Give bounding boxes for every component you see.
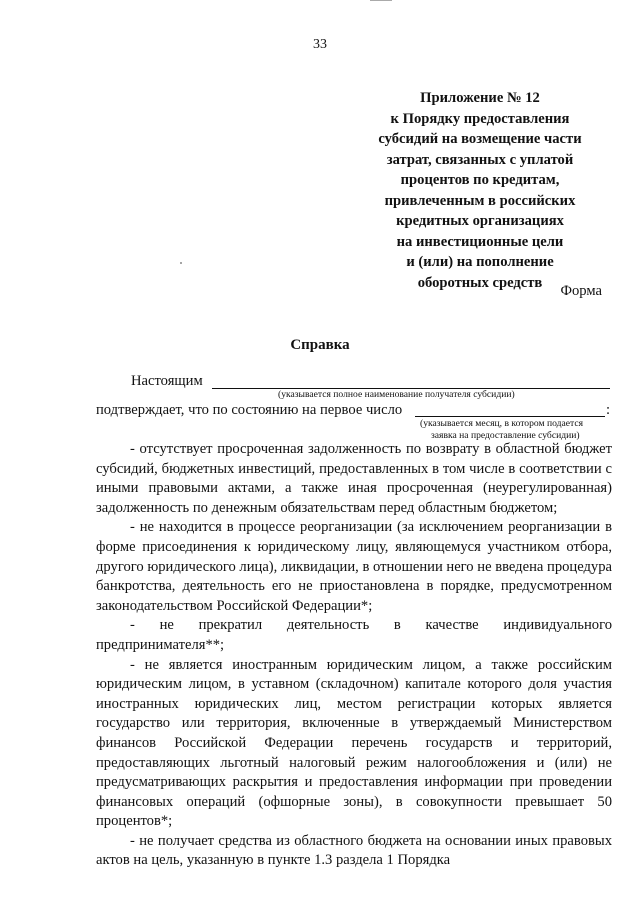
appendix-line: привлеченным в российских xyxy=(384,192,576,209)
appendix-line: на инвестиционные цели xyxy=(396,233,564,250)
appendix-line: кредитных организациях xyxy=(396,213,564,229)
recipient-caption: (указывается полное наименование получателя субсидии) xyxy=(278,389,515,400)
month-caption-line-2: заявка на предоставление субсидии) xyxy=(431,430,580,441)
appendix-line: затрат, связанных с уплатой xyxy=(386,151,574,168)
appendix-line: к Порядку предоставления xyxy=(390,110,570,127)
appendix-line: субсидий на возмещение части xyxy=(378,131,582,147)
month-blank[interactable] xyxy=(415,416,605,417)
nastoyashchim-label: Настоящим xyxy=(131,373,203,389)
form-label: Форма xyxy=(560,283,602,299)
paragraph-no-other-funds: - не получает средства из областного бюджета на основании иных правовых актов на цель, указанную в пункте 1.3 раздела 1 Порядка xyxy=(96,832,612,869)
colon: : xyxy=(606,402,611,418)
appendix-line: и (или) на пополнение xyxy=(406,254,554,270)
appendix-header xyxy=(330,88,630,293)
appendix-line: оборотных средств xyxy=(417,274,543,291)
scan-speck xyxy=(180,262,182,264)
month-caption-line-1: (указывается месяц, в котором подается xyxy=(420,418,584,429)
appendix-line: Приложение № 12 xyxy=(420,90,540,106)
paragraph-not-ceased: - не прекратил деятельность в качестве индивидуального предпринимателя**; xyxy=(96,617,612,653)
paragraph-no-reorganization: - не находится в процессе реорганизации (за исключением реорганизации в форме присоединения к юридическому лицу, являющемуся участником отбора, другого юридического лица), ликвидации, в отношении него не введена процедура банкротства, деятельность его не приостановлена в порядке, предусмотренном законодательством Российской Федерации*; xyxy=(96,519,613,614)
document-title: Справка xyxy=(290,337,350,353)
scan-artifact-mark xyxy=(370,0,392,3)
appendix-line: процентов по кредитам, xyxy=(400,172,560,188)
confirms-text: подтверждает, что по состоянию на первое число xyxy=(96,402,403,418)
certificate-body xyxy=(96,440,612,871)
paragraph-not-foreign: - не является иностранным юридическим лицом, а также российским юридическим лицом, в уставном (складочном) капитале которого доля участия иностранных юридических лиц, местом регистрации которых является государство или территория, включенные в утверждаемый Министерством финансов Российской Федерации перечень государств и территорий, предоставляющих льготный налоговый режим налогообложения и (или) не предусматривающих раскрытия и предоставления информации при проведении финансовых операций (офшорные зоны), в совокупности превышает 50 процентов*; xyxy=(96,656,612,830)
page-number: 33 xyxy=(313,37,327,52)
paragraph-no-debt: - отсутствует просроченная задолженность по возврату в областной бюджет субсидий, бюджетных инвестиций, предоставленных в том числе в соответствии с иными правовыми актами, а также иная просроченная (неурегулированная) задолженность по денежным обязательствам перед областным бюджетом; xyxy=(96,441,612,516)
